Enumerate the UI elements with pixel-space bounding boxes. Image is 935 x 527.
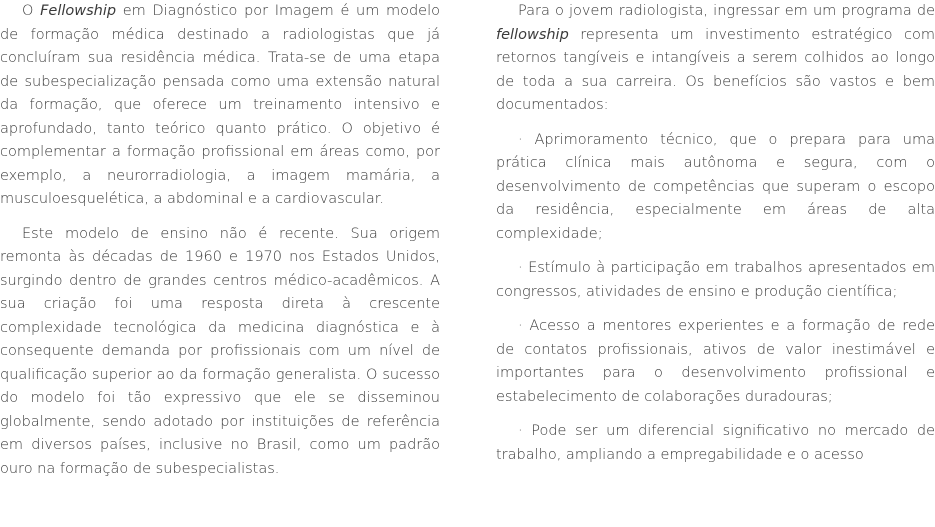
right-column bbox=[496, 0, 935, 478]
fellowship-term: fellowship bbox=[496, 26, 569, 43]
fellowship-term: Fellowship bbox=[40, 3, 117, 19]
benefits-intro-rest: representa um investimento estratégico com retornos tangíveis e intangíveis a serem colhidos ao longo de toda a sua carreira. Os benefícios são vastos e bem documentados: bbox=[496, 26, 935, 113]
intro-paragraph bbox=[0, 0, 440, 212]
benefit-item-market: · Pode ser um diferencial significativo no mercado de trabalho, ampliando a empregabilidade e o acesso bbox=[496, 423, 935, 463]
left-column bbox=[0, 0, 440, 492]
benefit-item-mentors: · Acesso a mentores experientes e a formação de rede de contatos profissionais, ativos de valor inestimável e importantes para o desenvolvimento profissional e estabelecimento de colaborações duradouras; bbox=[496, 318, 935, 405]
history-paragraph: Este modelo de ensino não é recente. Sua origem remonta às décadas de 1960 e 1970 nos Estados Unidos, surgindo dentro de grandes centros médico-acadêmicos. A sua criação foi uma resposta direta à crescente complexidade tecnológica da medicina diagnóstica e à consequente demanda por profissionais com um nível de qualificação superior ao da formação generalista. O sucesso do modelo foi tão expressivo que ele se disseminou globalmente, sendo adotado por instituições de referência em diversos países, inclusive no Brasil, como um padrão ouro na formação de subespecialistas. bbox=[0, 225, 440, 477]
benefit-item-research: · Estímulo à participação em trabalhos apresentados em congressos, atividades de ensino e produção científica; bbox=[496, 260, 935, 300]
benefits-intro-start: Para o jovem radiologista, ingressar em um programa de bbox=[518, 3, 935, 19]
benefits-intro-paragraph bbox=[496, 0, 935, 118]
intro-paragraph-rest: em Diagnóstico por Imagem é um modelo de formação médica destinado a radiologistas que já concluíram sua residência médica. Trata-se de uma etapa de subespecialização pensada como uma extensão natural da formação, que oferece um treinamento intensivo e aprofundado, tanto teórico quanto prático. O objetivo é complementar a formação profissional em áreas como, por exemplo, a neurorradiologia, a imagem mamária, a musculoesquelética, a abdominal e a cardiovascular. bbox=[0, 3, 441, 207]
benefit-item-technical: · Aprimoramento técnico, que o prepara para uma prática clínica mais autônoma e segura, com o desenvolvimento de competências que superam o escopo da residência, especialmente em áreas de alta complexidade; bbox=[496, 131, 935, 242]
intro-paragraph-start: O bbox=[22, 3, 41, 19]
